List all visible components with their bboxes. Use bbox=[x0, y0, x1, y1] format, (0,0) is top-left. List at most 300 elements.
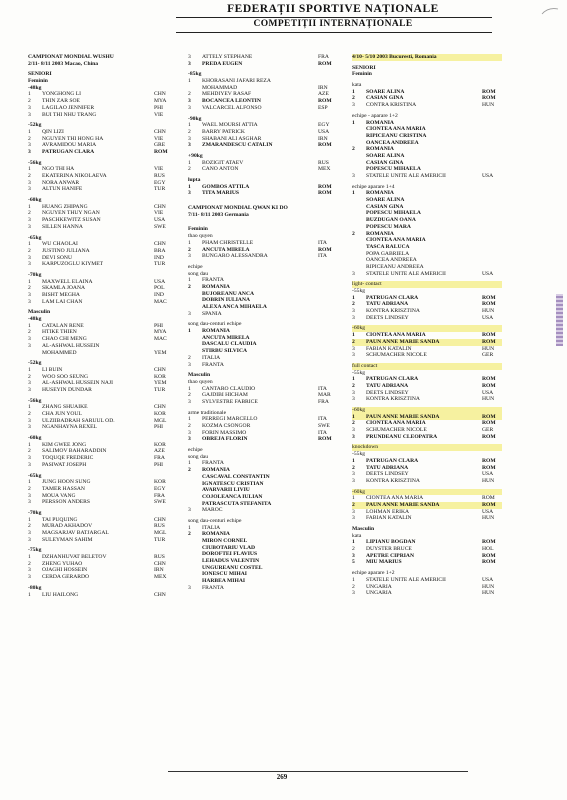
result-row bbox=[28, 98, 180, 105]
place-number: 1 bbox=[352, 119, 355, 126]
category-heading: -70kg bbox=[28, 509, 42, 516]
country-code: MAR bbox=[318, 392, 331, 399]
place-number: 2 bbox=[352, 464, 355, 471]
country-code bbox=[318, 328, 344, 335]
result-row bbox=[188, 277, 344, 284]
result-row bbox=[352, 352, 502, 359]
country-code: YEM bbox=[154, 349, 167, 356]
place-number: 2 bbox=[28, 247, 31, 254]
result-row bbox=[28, 142, 180, 149]
place-number bbox=[188, 348, 202, 355]
country-code bbox=[318, 525, 344, 532]
event-subheading: echipe aparare 1+4 bbox=[352, 183, 395, 190]
country-code: POL bbox=[154, 285, 165, 292]
athlete-name: PRUNDEANU CLEOPATRA bbox=[366, 433, 438, 440]
country-code: KOR bbox=[154, 479, 166, 486]
place-number bbox=[188, 487, 202, 494]
result-row bbox=[352, 546, 502, 553]
place-number: 3 bbox=[188, 142, 191, 149]
result-row bbox=[352, 559, 502, 566]
place-number: 1 bbox=[188, 122, 191, 129]
result-row bbox=[352, 539, 502, 546]
result-row bbox=[352, 257, 502, 264]
place-number: 1 bbox=[188, 524, 191, 531]
place-number bbox=[188, 304, 202, 311]
country-code bbox=[318, 551, 344, 558]
place-number: 3 bbox=[28, 254, 31, 261]
country-code: SWE bbox=[154, 223, 166, 230]
result-row bbox=[188, 501, 344, 508]
country-code: ROM bbox=[482, 332, 496, 339]
athlete-name: CASIAN GINA bbox=[366, 95, 404, 102]
place-number: 3 bbox=[28, 142, 31, 149]
place-number: 3 bbox=[352, 308, 355, 315]
athlete-name: MOHAMMED bbox=[42, 349, 77, 356]
athlete-name: TITA MARIUS bbox=[202, 190, 240, 197]
athlete-name: MEHDIYEV RASAF bbox=[202, 91, 252, 98]
country-code: ROM bbox=[482, 382, 496, 389]
athlete-name: CANTARO CLAUDIO bbox=[202, 385, 256, 392]
country-code: SWE bbox=[154, 499, 166, 506]
place-number: 1 bbox=[352, 413, 355, 420]
athlete-name: APETRE CIPRIAN bbox=[366, 552, 415, 559]
result-row bbox=[188, 348, 344, 355]
place-number bbox=[352, 160, 366, 167]
country-code bbox=[318, 362, 344, 369]
athlete-name: LAGILAO JENNIFER bbox=[42, 104, 95, 111]
athlete-name: TAMER HASSAN bbox=[42, 485, 85, 492]
place-number: 3 bbox=[352, 396, 355, 403]
place-number: 1 bbox=[28, 591, 31, 598]
athlete-name: FORIN MASSIMO bbox=[202, 429, 247, 436]
category-heading: -56kg bbox=[28, 397, 42, 404]
place-number bbox=[188, 501, 202, 508]
place-number: 3 bbox=[28, 417, 31, 424]
event-subheading: kata bbox=[352, 82, 362, 89]
athlete-name: NGANHAYNA REXEL bbox=[42, 424, 97, 431]
category-heading: -60kg bbox=[28, 435, 42, 442]
place-number: 3 bbox=[352, 427, 355, 434]
country-code: MAC bbox=[154, 298, 167, 305]
place-number bbox=[188, 481, 202, 488]
athlete-name: WAEL MOURSI ATTIA bbox=[202, 122, 258, 129]
result-row bbox=[188, 460, 344, 467]
athlete-name: HUSEYIN DUNDAR bbox=[42, 386, 92, 393]
athlete-name: TOQUQE FREDERIC bbox=[42, 455, 94, 462]
place-number: 2 bbox=[188, 531, 191, 538]
athlete-name: SCHUMACHER NICOLE bbox=[366, 352, 427, 359]
athlete-name: GOMBOS ATTILA bbox=[202, 183, 250, 190]
place-number: 3 bbox=[28, 536, 31, 543]
place-number bbox=[188, 474, 202, 481]
result-row bbox=[188, 98, 344, 105]
country-code: VIE bbox=[154, 210, 164, 217]
athlete-name: KONTRA KRISZTINA bbox=[366, 396, 420, 403]
country-code: ROM bbox=[482, 464, 496, 471]
country-code: USA bbox=[154, 278, 166, 285]
result-row bbox=[28, 261, 180, 268]
athlete-name: DOBRIN IULIANA bbox=[202, 297, 251, 304]
country-code: MYA bbox=[154, 98, 167, 105]
place-number: 1 bbox=[352, 88, 355, 95]
athlete-name: AL-ASHWAL HUSSEIN bbox=[42, 342, 100, 349]
place-number: 3 bbox=[28, 217, 31, 224]
result-row bbox=[28, 404, 180, 411]
result-row bbox=[352, 315, 502, 322]
country-code: CHN bbox=[154, 203, 166, 210]
country-code bbox=[482, 264, 502, 271]
result-row bbox=[188, 247, 344, 254]
country-code bbox=[482, 197, 502, 204]
athlete-name: IGNATESCU CRISTIAN bbox=[202, 480, 264, 487]
place-number: 1 bbox=[352, 294, 355, 301]
category-heading: SENIORI bbox=[28, 71, 52, 78]
country-code: USA bbox=[482, 389, 494, 396]
country-code: IRN bbox=[154, 567, 164, 574]
place-number: 3 bbox=[188, 98, 191, 105]
place-number: 1 bbox=[28, 404, 31, 411]
result-row bbox=[352, 458, 502, 465]
athlete-name: KONTRA KRISZTINA bbox=[366, 308, 420, 315]
athlete-name: CHA JUN YOUL bbox=[42, 411, 82, 417]
result-row bbox=[352, 584, 502, 591]
result-row bbox=[28, 255, 180, 262]
country-code: ROM bbox=[482, 338, 496, 345]
country-code: MGL bbox=[154, 530, 167, 536]
country-code: ROM bbox=[482, 457, 496, 464]
event-subheading: echipe bbox=[188, 263, 203, 270]
country-code: HUN bbox=[482, 583, 495, 590]
result-row bbox=[28, 248, 180, 255]
result-row bbox=[352, 231, 502, 238]
event-subheading: echipe - aparare 1+2 bbox=[352, 112, 398, 119]
place-number: 2 bbox=[28, 210, 31, 217]
athlete-name: BUJOREANU ANCA bbox=[202, 290, 255, 297]
country-code: HUN bbox=[482, 345, 495, 352]
place-number bbox=[188, 494, 202, 501]
country-code bbox=[318, 355, 344, 362]
place-number: 2 bbox=[352, 146, 355, 153]
country-code: USA bbox=[154, 217, 166, 224]
event-subheading: thao quyen bbox=[188, 233, 213, 240]
result-row bbox=[28, 217, 180, 224]
place-number bbox=[188, 297, 202, 304]
result-row bbox=[352, 515, 502, 522]
country-code: USA bbox=[482, 471, 494, 478]
place-number: 2 bbox=[28, 285, 31, 292]
athlete-name: ROMANIA bbox=[366, 146, 394, 153]
country-code bbox=[318, 538, 344, 545]
athlete-name: AL-ASHWAL HUSSEIN NAJI bbox=[42, 380, 113, 387]
country-code bbox=[318, 348, 344, 355]
athlete-name: PREDA EUGEN bbox=[202, 60, 243, 67]
place-number: 2 bbox=[352, 546, 355, 553]
athlete-name: TAI PUQUING bbox=[42, 516, 78, 523]
country-code: ESP bbox=[318, 104, 328, 111]
country-code: TUR bbox=[154, 536, 166, 543]
result-row bbox=[28, 387, 180, 394]
athlete-name: RIPICEANU ANDREEA bbox=[366, 263, 424, 270]
country-code bbox=[318, 545, 344, 552]
place-number: 3 bbox=[28, 567, 31, 574]
corner-mark bbox=[540, 3, 560, 13]
country-code: HUN bbox=[482, 477, 495, 484]
result-row bbox=[28, 329, 180, 336]
result-row bbox=[28, 285, 180, 292]
country-code: USA bbox=[482, 508, 494, 515]
category-heading: lupta bbox=[188, 177, 201, 183]
place-number bbox=[352, 197, 366, 204]
place-number: 3 bbox=[352, 515, 355, 522]
country-code bbox=[482, 217, 502, 224]
country-code: ROM bbox=[482, 559, 496, 566]
result-row bbox=[188, 585, 344, 592]
athlete-name: ANCUTA MIRELA bbox=[202, 334, 250, 341]
result-row bbox=[352, 346, 502, 353]
athlete-name: DEETS LINDSEY bbox=[366, 389, 409, 396]
athlete-name: TATU ADRIANA bbox=[366, 382, 409, 389]
country-code: CHN bbox=[154, 241, 166, 248]
place-number: 2 bbox=[188, 91, 191, 98]
result-row bbox=[352, 509, 502, 516]
result-row bbox=[28, 574, 180, 581]
country-code: IND bbox=[154, 254, 164, 261]
result-row bbox=[352, 332, 502, 339]
athlete-name: STATELE UNITE ALE AMERICII bbox=[366, 270, 446, 277]
competition-title: CAMPIONAT MONDIAL QWAN KI DO bbox=[188, 205, 288, 212]
country-code bbox=[318, 565, 344, 572]
athlete-name: SOARE ALINA bbox=[366, 197, 405, 204]
result-row bbox=[28, 224, 180, 231]
result-row bbox=[188, 430, 344, 437]
page-subtitle: COMPETIȚII INTERNAȚIONALE bbox=[253, 19, 413, 29]
athlete-name: CIONTEA ANA MARIA bbox=[366, 126, 426, 133]
athlete-name: ALEXA ANCA MIHAELA bbox=[202, 304, 267, 310]
country-code: ITA bbox=[318, 253, 327, 260]
country-code: USA bbox=[482, 576, 494, 583]
country-code: CHN bbox=[154, 91, 166, 98]
place-number: 3 bbox=[28, 386, 31, 393]
result-row bbox=[188, 531, 344, 538]
athlete-name: ULZIIBADRAH SARUUL OD. bbox=[42, 417, 115, 424]
athlete-name: KARPUZOGLU KIYMET bbox=[42, 261, 104, 268]
result-row bbox=[188, 129, 344, 136]
result-row bbox=[28, 567, 180, 574]
country-code: HUN bbox=[482, 308, 495, 315]
athlete-name: CIONTEA ANA MARIA bbox=[366, 332, 426, 339]
place-number: 2 bbox=[28, 98, 31, 105]
place-number: 3 bbox=[352, 270, 355, 277]
country-code: ROM bbox=[318, 98, 332, 105]
country-code bbox=[318, 585, 344, 592]
athlete-name: PATRUGAN CLARA bbox=[366, 294, 419, 301]
place-number: 3 bbox=[28, 261, 31, 268]
country-code: ROM bbox=[482, 420, 496, 427]
result-row bbox=[352, 577, 502, 584]
result-row bbox=[28, 424, 180, 431]
place-number: 3 bbox=[352, 102, 355, 109]
athlete-name: CHAO CHI MENG bbox=[42, 336, 87, 343]
country-code: ITA bbox=[318, 239, 327, 246]
category-heading: -52kg bbox=[28, 360, 42, 367]
result-row bbox=[352, 390, 502, 397]
result-row bbox=[188, 160, 344, 167]
athlete-name: MIU MARIUS bbox=[366, 559, 402, 566]
country-code: YEM bbox=[154, 380, 167, 387]
country-code bbox=[482, 237, 502, 244]
result-row bbox=[188, 291, 344, 298]
place-number: 1 bbox=[28, 128, 31, 135]
athlete-name: LEHADUS VALENTIN bbox=[202, 558, 260, 565]
country-code: KOR bbox=[154, 373, 166, 380]
result-row bbox=[352, 197, 502, 204]
athlete-name: BOZIGIT ATAEV bbox=[202, 159, 244, 166]
country-code: AZE bbox=[318, 91, 329, 98]
result-row bbox=[28, 418, 180, 425]
country-code: CHN bbox=[154, 128, 166, 135]
athlete-name: PAUN ANNE MARIE SANDA bbox=[366, 338, 440, 345]
result-row bbox=[28, 380, 180, 387]
result-row bbox=[188, 494, 344, 501]
athlete-name: EKATERINA NIKOLAEVA bbox=[42, 173, 107, 179]
country-code: IRN bbox=[318, 84, 328, 91]
place-number: 3 bbox=[28, 298, 31, 305]
place-number: 3 bbox=[188, 310, 191, 317]
place-number: 3 bbox=[352, 477, 355, 484]
place-number bbox=[188, 551, 202, 558]
athlete-name: THIN ZAR SOE bbox=[42, 98, 80, 105]
result-row bbox=[188, 341, 344, 348]
country-code: MYA bbox=[154, 329, 167, 336]
category-heading: Feminin bbox=[352, 71, 372, 78]
country-code: FRA bbox=[318, 398, 329, 405]
result-row bbox=[352, 301, 502, 308]
athlete-name: BARRY PATRICK bbox=[202, 128, 245, 135]
place-number: 1 bbox=[352, 576, 355, 583]
event-subheading: -60kg bbox=[352, 407, 502, 414]
athlete-name: ITALIA bbox=[202, 354, 221, 361]
event-subheading: kata bbox=[352, 532, 362, 539]
result-row bbox=[352, 166, 502, 173]
place-number: 1 bbox=[28, 554, 31, 561]
competition-title: CAMPIONAT MONDIAL WUSHU bbox=[28, 54, 114, 60]
athlete-name: SOARE ALINA bbox=[366, 152, 405, 159]
athlete-name: LIPIANU BOGDAN bbox=[366, 539, 416, 546]
result-row bbox=[28, 204, 180, 211]
category-heading: -75kg bbox=[28, 547, 42, 554]
athlete-name: SHABANI ALI ASGHAR bbox=[202, 135, 262, 142]
country-code: TUR bbox=[154, 261, 166, 268]
country-code bbox=[482, 126, 502, 133]
place-number bbox=[28, 350, 42, 357]
place-number bbox=[352, 153, 366, 160]
athlete-name: MOHAMMAD bbox=[202, 84, 238, 91]
athlete-name: LIU HAILONG bbox=[42, 591, 79, 598]
athlete-name: AVRAMIDOU MARIA bbox=[42, 142, 97, 149]
athlete-name: CIONTEA ANA MARIA bbox=[366, 420, 426, 427]
category-heading: Masculin bbox=[188, 372, 211, 379]
place-number: 2 bbox=[28, 485, 31, 492]
result-row bbox=[188, 136, 344, 143]
athlete-name: SKAMLA JOANA bbox=[42, 285, 86, 292]
result-row bbox=[188, 416, 344, 423]
country-code bbox=[482, 257, 502, 264]
competition-title: 2/11- 8/11 2003 Macao, China bbox=[28, 60, 99, 67]
athlete-name: UNGUREANU COSTEL bbox=[202, 564, 263, 571]
athlete-name: CIONTEA ANA MARIA bbox=[366, 495, 424, 502]
result-row bbox=[28, 136, 180, 143]
category-heading: -48kg bbox=[28, 84, 42, 91]
result-row bbox=[28, 411, 180, 418]
country-code: PHI bbox=[154, 424, 164, 431]
athlete-name: SOARE ALINA bbox=[366, 88, 405, 95]
category-heading: -85kg bbox=[188, 71, 202, 78]
place-number: 1 bbox=[352, 539, 355, 546]
place-number: 2 bbox=[28, 173, 31, 179]
event-subheading: full contact bbox=[352, 363, 502, 370]
place-number: 3 bbox=[28, 530, 31, 536]
country-code bbox=[318, 507, 344, 514]
athlete-name: MAGSARJAV BATJARGAL bbox=[42, 530, 109, 536]
place-number: 3 bbox=[352, 173, 355, 179]
place-number bbox=[352, 126, 366, 133]
athlete-name: ROMANIA bbox=[202, 283, 230, 290]
place-number: 1 bbox=[188, 277, 191, 284]
athlete-name: BUZDUGAN OANA bbox=[366, 217, 416, 224]
place-number: 2 bbox=[352, 420, 355, 427]
result-row bbox=[28, 493, 180, 500]
country-code bbox=[318, 460, 344, 467]
place-number bbox=[188, 578, 202, 585]
athlete-name: RIPICEANU CRISTINA bbox=[366, 132, 427, 139]
country-code: MEX bbox=[318, 166, 331, 173]
country-code: ROM bbox=[482, 88, 496, 95]
result-row bbox=[28, 210, 180, 217]
result-row bbox=[28, 367, 180, 374]
athlete-name: SILLEN HANNA bbox=[42, 223, 83, 230]
place-number: 1 bbox=[28, 366, 31, 373]
result-row bbox=[352, 153, 502, 160]
country-code: CHN bbox=[154, 366, 166, 373]
place-number bbox=[188, 538, 202, 545]
place-number: 2 bbox=[352, 230, 355, 237]
athlete-name: VALCARCEL ALFONSO bbox=[202, 104, 262, 111]
result-row bbox=[28, 455, 180, 462]
country-code: IND bbox=[154, 292, 164, 298]
place-number bbox=[188, 341, 202, 348]
result-row bbox=[28, 299, 180, 306]
result-row bbox=[352, 383, 502, 390]
place-number: 3 bbox=[188, 436, 191, 443]
athlete-name: SULEYMAN SAHIM bbox=[42, 536, 93, 543]
place-number: 2 bbox=[28, 329, 31, 336]
result-row bbox=[28, 180, 180, 187]
athlete-name: FRANTA bbox=[202, 460, 224, 467]
result-row bbox=[188, 297, 344, 304]
country-code: ROM bbox=[482, 413, 496, 420]
place-number: 2 bbox=[188, 467, 191, 474]
country-code: GRE bbox=[154, 142, 166, 149]
country-code: TUR bbox=[154, 386, 166, 393]
result-row bbox=[188, 253, 344, 260]
place-number: 1 bbox=[28, 166, 31, 173]
athlete-name: TATU ADRIANA bbox=[366, 301, 409, 308]
athlete-name: ZHANG SHUAIKE bbox=[42, 404, 88, 411]
result-row bbox=[28, 241, 180, 248]
athlete-name: ZMARANDESCU CATALIN bbox=[202, 142, 273, 149]
country-code bbox=[482, 133, 502, 140]
athlete-name: PASIWAT JOSEPH bbox=[42, 461, 87, 468]
